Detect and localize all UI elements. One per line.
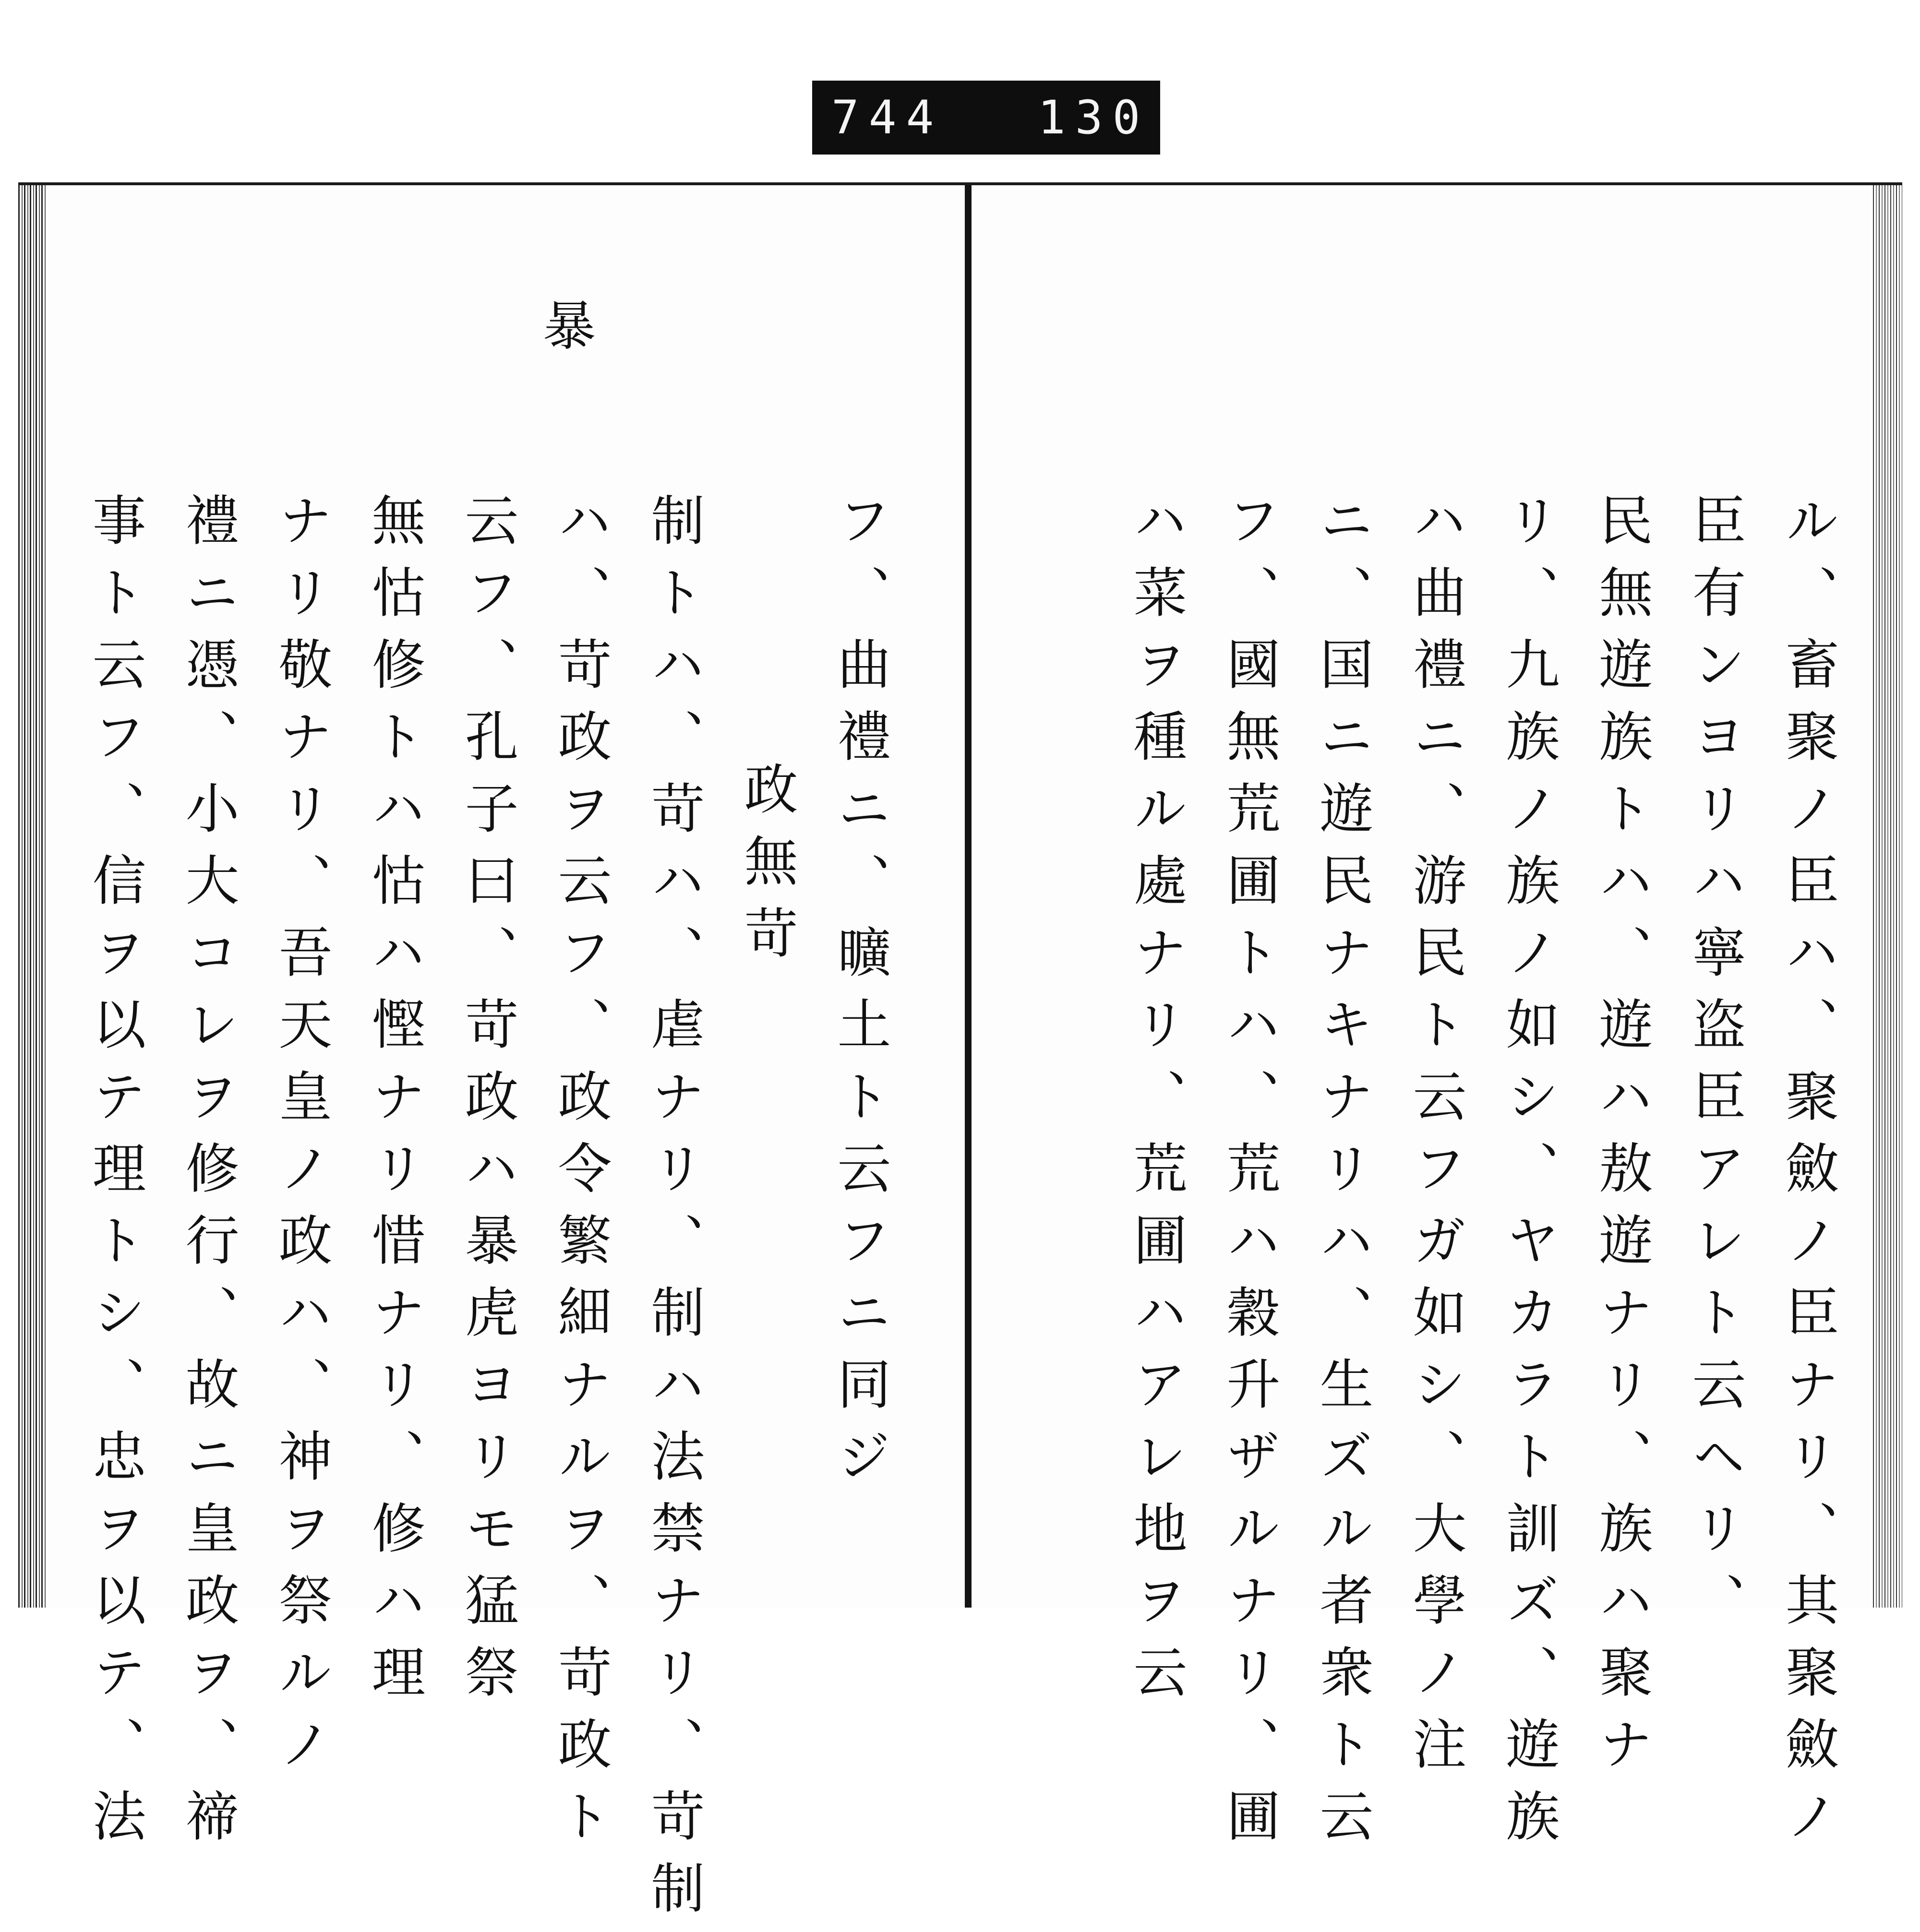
right-page-line-2: 臣有ンヨリハ寧盗臣アレト云ヘリ、 — [1683, 492, 1746, 1644]
left-page-line-5: 云フ、孔子曰、苛政ハ暴虎ヨリモ猛 — [456, 492, 518, 1644]
left-page-line-8: ナリ敬ナリ、吾天皇ノ政ハ、神ヲ祭ルノ — [270, 492, 332, 1788]
book-right-edge — [1871, 185, 1902, 1608]
left-page-line-1: フ、曲禮ニ、曠土ト云フニ同ジ — [828, 492, 891, 1500]
open-book — [18, 182, 1902, 1932]
left-page-heading: 暴 — [534, 298, 596, 351]
left-page-line-10: 事ト云フ、信ヲ以テ理トシ、忠ヲ以テ、法 — [84, 492, 146, 1860]
archive-number-label — [812, 81, 1160, 155]
right-page-line-3: 民無遊族トハ、遊ハ敖遊ナリ、族ハ聚ナ — [1590, 492, 1653, 1788]
left-page-line-7: 無怙修トハ怙ハ慳ナリ惜ナリ、修ハ理 — [363, 492, 425, 1716]
left-page-line-3: 制トハ、苛ハ、虐ナリ、制ハ法禁ナリ、苛制 — [642, 492, 705, 1932]
right-page-line-7: フ、國無荒圃トハ、荒ハ穀升ザルナリ、圃 — [1218, 492, 1280, 1860]
left-page-line-5-wrapper — [441, 492, 534, 1716]
right-page-line-6: ニ、国ニ遊民ナキナリハ、生ズル者衆ト云 — [1311, 492, 1373, 1860]
left-page-line-9: 禮ニ憑、小大コレヲ修行、故ニ皇政ヲ、禘 — [177, 492, 239, 1860]
right-page-text — [1101, 492, 1854, 1860]
book-gutter — [965, 185, 972, 1608]
archive-number-left: 744 — [831, 91, 944, 144]
left-page-line-2-wrapper — [720, 492, 813, 1596]
archive-number-right: 130 — [1038, 91, 1150, 144]
right-page-line-1: ル、畜聚ノ臣ハ、聚斂ノ臣ナリ、其聚斂ノ — [1776, 492, 1839, 1860]
right-page-line-8: ハ菜ヲ種ル處ナリ、荒圃ハアレ地ヲ云 — [1125, 492, 1187, 1716]
right-page-line-4: リ、九族ノ族ノ如シ、ヤカラト訓ズ、遊族 — [1497, 492, 1560, 1860]
left-page-line-2: 政無苛 — [735, 761, 798, 977]
left-page-line-4: ハ、苛政ヲ云フ、政令繁細ナルヲ、苛政ト — [549, 492, 612, 1860]
left-page-text — [84, 492, 906, 1932]
book-left-edge — [18, 185, 47, 1608]
left-page-line-6: 祭 — [456, 1644, 518, 1716]
right-page-line-5: ハ曲禮ニ、游民ト云フガ如シ、大學ノ注 — [1404, 492, 1466, 1788]
